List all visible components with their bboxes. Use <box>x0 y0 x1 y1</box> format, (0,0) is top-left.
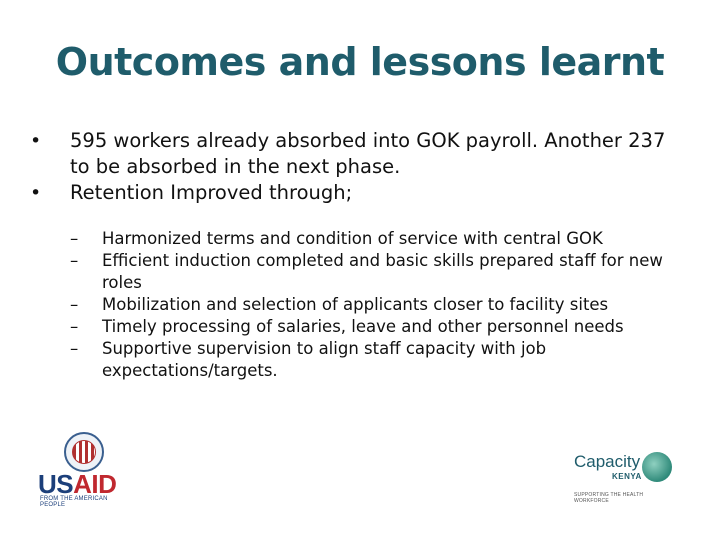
globe-icon <box>642 452 672 482</box>
slide-title: Outcomes and lessons learnt <box>55 40 665 84</box>
kenya-wordmark: KENYA <box>612 472 642 481</box>
sub-bullet-text: Timely processing of salaries, leave and other personnel needs <box>102 317 624 336</box>
capacity-kenya-tagline: SUPPORTING THE HEALTH WORKFORCE <box>574 492 644 504</box>
sub-bullet-item <box>70 250 670 294</box>
sub-bullet-marker: – <box>70 317 79 336</box>
sub-bullet-marker: – <box>70 295 79 314</box>
sub-bullet-item <box>70 294 670 316</box>
capacity-wordmark: Capacity <box>574 452 641 471</box>
usaid-wordmark <box>38 470 130 498</box>
sub-bullet-item <box>70 338 670 382</box>
bullet-list <box>30 128 690 206</box>
sub-bullet-item <box>70 228 670 250</box>
usaid-logo <box>38 432 130 508</box>
sub-bullet-text: Mobilization and selection of applicants closer to facility sites <box>102 295 609 314</box>
sub-bullet-text: Harmonized terms and condition of service with central GOK <box>102 229 603 248</box>
sub-bullet-marker: – <box>70 229 79 248</box>
sub-bullet-text: Supportive supervision to align staff capacity with job expectations/targets. <box>102 339 547 380</box>
sub-bullet-marker: – <box>70 339 79 358</box>
usaid-word-aid: AID <box>73 469 117 499</box>
usaid-tagline: FROM THE AMERICAN PEOPLE <box>40 496 108 508</box>
bullet-item <box>30 180 690 206</box>
bullet-text: Retention Improved through; <box>70 181 353 204</box>
bullet-text: 595 workers already absorbed into GOK payroll. Another 237 to be absorbed in the next phase. <box>70 129 666 178</box>
capacity-kenya-logo <box>574 452 674 502</box>
bullet-marker: • <box>30 182 42 204</box>
sub-bullet-item <box>70 316 670 338</box>
seal-shield-icon <box>72 440 96 464</box>
sub-bullet-list <box>70 228 670 382</box>
bullet-item <box>30 128 690 180</box>
sub-bullet-marker: – <box>70 251 79 270</box>
usaid-word-us: US <box>38 469 74 499</box>
bullet-marker: • <box>30 130 42 152</box>
usaid-seal-icon <box>64 432 104 472</box>
sub-bullet-text: Efficient induction completed and basic skills prepared staff for new roles <box>102 251 663 292</box>
